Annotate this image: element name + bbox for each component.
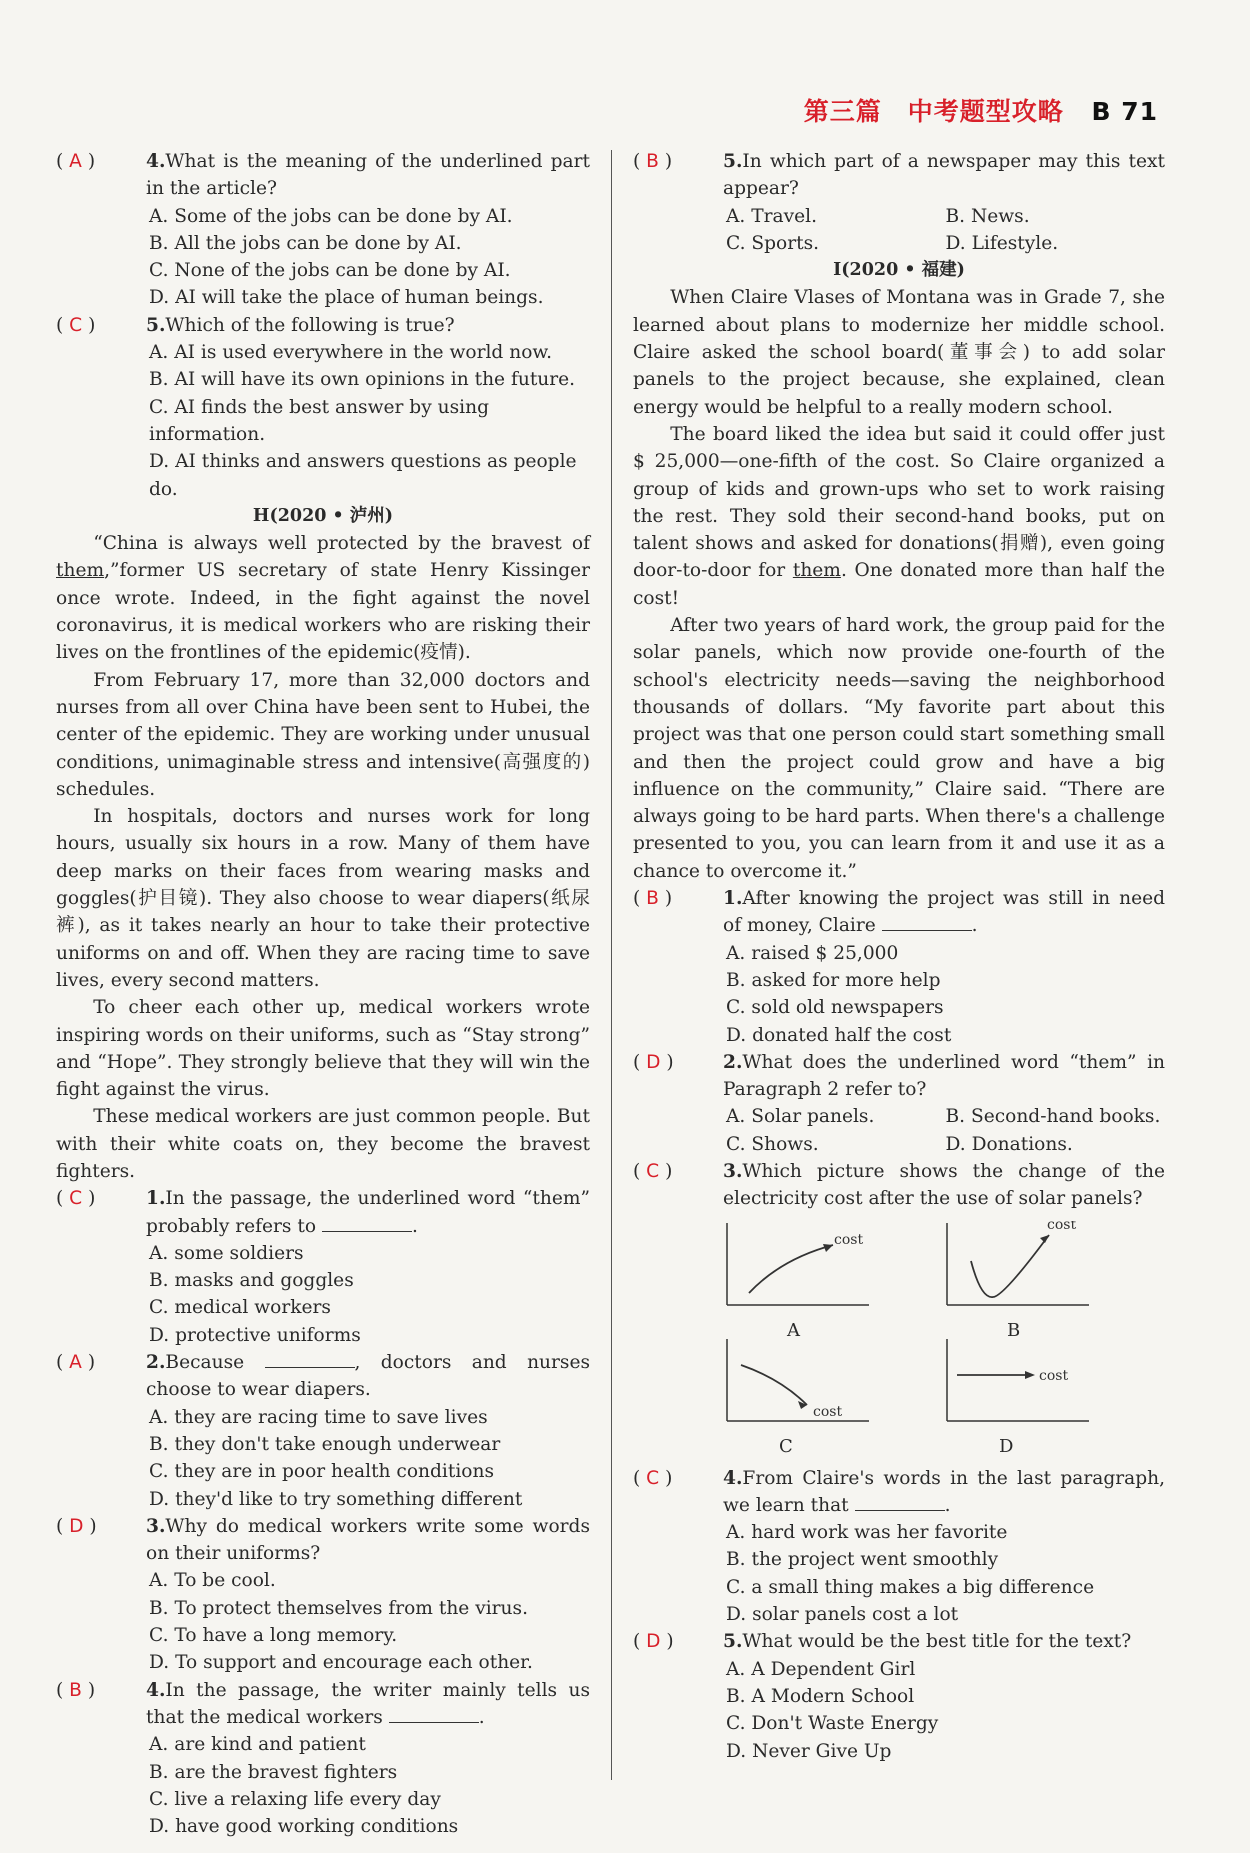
paragraph: To cheer each other up, medical workers wrote inspiring words on their uniforms, such as “Stay strong” and “Hope”. They strongly believe that they will win the fight against the virus. <box>56 997 590 1101</box>
question-h2: ( A ) 2.Because , doctors and nurses choose to wear diapers. <box>56 1349 590 1404</box>
option: A. some soldiers <box>149 1242 304 1264</box>
option: B. A Modern School <box>726 1685 915 1707</box>
option: A. Solar panels. <box>726 1106 875 1128</box>
option: C. medical workers <box>149 1297 331 1319</box>
option: A. Travel. <box>726 205 817 227</box>
question-h1: ( C ) 1.In the passage, the underlined word “them” probably refers to . <box>56 1188 590 1237</box>
paragraph: The board liked the idea but said it could offer just $ 25,000—one-fifth of the cost. So Claire organized a group of kids and grown-ups who set to work raising the rest. They sold their second-hand books, put on talent shows and asked for donations(捐赠), even going door-to-door for them. One donated more than half the cost! <box>633 423 1165 609</box>
chart-a <box>721 1221 871 1341</box>
question-g5: ( C ) 5.Which of the following is true? <box>56 314 455 336</box>
chart-d-graphic <box>941 1337 1091 1427</box>
answer: D <box>646 1631 661 1653</box>
column-divider <box>611 150 612 1780</box>
option: D. they'd like to try something different <box>149 1488 523 1510</box>
page-header <box>804 92 1158 128</box>
cost-charts <box>721 1221 1165 1461</box>
chart-c <box>721 1337 871 1457</box>
passage-title: H(2020 • 泸州) <box>252 505 394 526</box>
option: B. asked for more help <box>726 969 941 991</box>
option: D. have good working conditions <box>149 1816 459 1838</box>
option: B. News. <box>945 205 1030 227</box>
question-i1: ( B ) 1.After knowing the project was still in need of money, Claire . <box>633 888 1165 937</box>
option: C. Shows. <box>726 1133 819 1155</box>
paragraph: When Claire Vlases of Montana was in Grade 7, she learned about plans to modernize her middle school. Claire asked the school board(董事会) to add solar panels to the project because, she explained, clean energy would be helpful to a really modern school. <box>633 287 1165 418</box>
cost-label: cost <box>834 1231 864 1248</box>
right-column <box>633 148 1165 1765</box>
option: C. sold old newspapers <box>726 997 944 1019</box>
option: A. Some of the jobs can be done by AI. <box>149 205 513 227</box>
option: A. raised $ 25,000 <box>726 942 899 964</box>
question-h4: ( B ) 4.In the passage, the writer mainly tells us that the medical workers . <box>56 1679 590 1728</box>
answer-blank <box>322 1213 412 1232</box>
option: B. are the bravest fighters <box>149 1761 398 1783</box>
cost-label: cost <box>813 1403 843 1420</box>
chart-label: B <box>1007 1319 1021 1341</box>
option: A. hard work was her favorite <box>726 1522 1008 1544</box>
answer: A <box>69 151 82 172</box>
chart-d <box>941 1337 1091 1457</box>
answer: D <box>646 1051 661 1073</box>
chart-b <box>941 1220 1091 1341</box>
cost-label: cost <box>1039 1367 1069 1384</box>
option: D. AI will take the place of human beings. <box>149 287 544 309</box>
option: D. Lifestyle. <box>945 232 1059 254</box>
option: B. Second-hand books. <box>945 1106 1161 1128</box>
chart-b-graphic <box>941 1221 1091 1311</box>
question-i4: ( C ) 4.From Claire's words in the last paragraph, we learn that . <box>633 1467 1165 1516</box>
chart-label: C <box>779 1435 793 1457</box>
option: B. AI will have its own opinions in the future. <box>149 369 576 391</box>
option: D. donated half the cost <box>726 1024 952 1046</box>
option: C. To have a long memory. <box>149 1625 398 1647</box>
option: D. protective uniforms <box>149 1324 361 1346</box>
answer-blank <box>882 912 972 931</box>
paragraph: These medical workers are just common people. But with their white coats on, they become the bravest fighters. <box>56 1106 590 1182</box>
option: B. All the jobs can be done by AI. <box>149 232 462 254</box>
question-i3: ( C ) 3.Which picture shows the change of the electricity cost after the use of solar panels? <box>633 1160 1165 1210</box>
cost-label: cost <box>1047 1220 1077 1233</box>
left-column <box>56 148 590 1840</box>
option: B. masks and goggles <box>149 1270 354 1292</box>
answer: A <box>69 1352 82 1374</box>
option: A. they are racing time to save lives <box>149 1406 488 1428</box>
answer: C <box>646 1467 660 1489</box>
answer: C <box>69 1188 83 1210</box>
paragraph: After two years of hard work, the group paid for the solar panels, which now provide one-fourth of the school's electricity needs—saving the neighborhood thousands of dollars. “My favorite part about this project was that one person could start something small and then the project could grow and have a big influence on the community,” Claire said. “There are always going to be hard parts. When there's a challenge presented to you, you can learn from it and use it as a chance to overcome it.” <box>633 615 1165 882</box>
option: C. they are in poor health conditions <box>149 1461 494 1483</box>
question-g5b: ( B ) 5.In which part of a newspaper may this text appear? <box>633 151 1165 200</box>
question-g4: ( A ) 4.What is the meaning of the underlined part in the article? <box>56 151 590 200</box>
answer: B <box>646 151 659 172</box>
option: D. Never Give Up <box>726 1740 892 1762</box>
option: C. live a relaxing life every day <box>149 1788 441 1810</box>
option: D. Donations. <box>945 1133 1073 1155</box>
option: D. AI thinks and answers questions as people do. <box>149 451 577 500</box>
chart-c-graphic <box>721 1337 871 1427</box>
question-i2: ( D ) 2.What does the underlined word “them” in Paragraph 2 refer to? <box>633 1051 1165 1101</box>
passage-title: I(2020 • 福建) <box>833 260 965 281</box>
answer: B <box>646 888 659 910</box>
chart-a-graphic <box>721 1221 871 1311</box>
option: A. To be cool. <box>149 1570 276 1592</box>
option: A. AI is used everywhere in the world now. <box>149 342 553 364</box>
option: B. the project went smoothly <box>726 1549 999 1571</box>
underlined-word: them <box>792 560 841 582</box>
option: A. are kind and patient <box>149 1734 366 1756</box>
option: A. A Dependent Girl <box>726 1658 916 1680</box>
page-number: B 71 <box>1091 97 1158 126</box>
option: C. None of the jobs can be done by AI. <box>149 260 511 282</box>
underlined-word: them <box>56 560 105 582</box>
option: C. Don't Waste Energy <box>726 1713 939 1735</box>
option: C. a small thing makes a big difference <box>726 1576 1095 1598</box>
answer-blank <box>265 1349 355 1368</box>
answer: C <box>646 1160 660 1182</box>
paragraph: From February 17, more than 32,000 doctors and nurses from all over China have been sent to Hubei, the center of the epidemic. They are working under unusual conditions, unimaginable stress and intensive(高强度的) schedules. <box>56 669 590 800</box>
chart-label: A <box>787 1319 800 1341</box>
question-h3: ( D ) 3.Why do medical workers write some words on their uniforms? <box>56 1515 590 1565</box>
option: C. AI finds the best answer by using information. <box>149 396 489 445</box>
option: B. they don't take enough underwear <box>149 1433 501 1455</box>
paragraph: “China is always well protected by the bravest of them,”former US secretary of state Henry Kissinger once wrote. Indeed, in the fight against the novel coronavirus, it is medical workers who are risking their lives on the frontlines of the epidemic(疫情). <box>56 533 590 664</box>
option: C. Sports. <box>726 232 820 254</box>
option: B. To protect themselves from the virus. <box>149 1597 528 1619</box>
chart-label: D <box>999 1435 1014 1457</box>
option: D. solar panels cost a lot <box>726 1604 959 1626</box>
question-i5: ( D ) 5.What would be the best title for the text? <box>633 1631 1132 1653</box>
answer-blank <box>855 1492 945 1511</box>
paragraph: In hospitals, doctors and nurses work for long hours, usually six hours in a row. Many of them have deep marks on their faces from wearing masks and goggles(护目镜). They also choose to wear diapers(纸尿裤), as it takes nearly an hour to take their protective uniforms on and off. When they are racing time to save lives, every second matters. <box>56 806 590 991</box>
answer-blank <box>389 1704 479 1723</box>
option: D. To support and encourage each other. <box>149 1652 533 1674</box>
answer: C <box>69 314 83 336</box>
answer: D <box>69 1515 84 1537</box>
section-title: 第三篇 中考题型攻略 <box>803 97 1064 126</box>
answer: B <box>69 1679 82 1701</box>
